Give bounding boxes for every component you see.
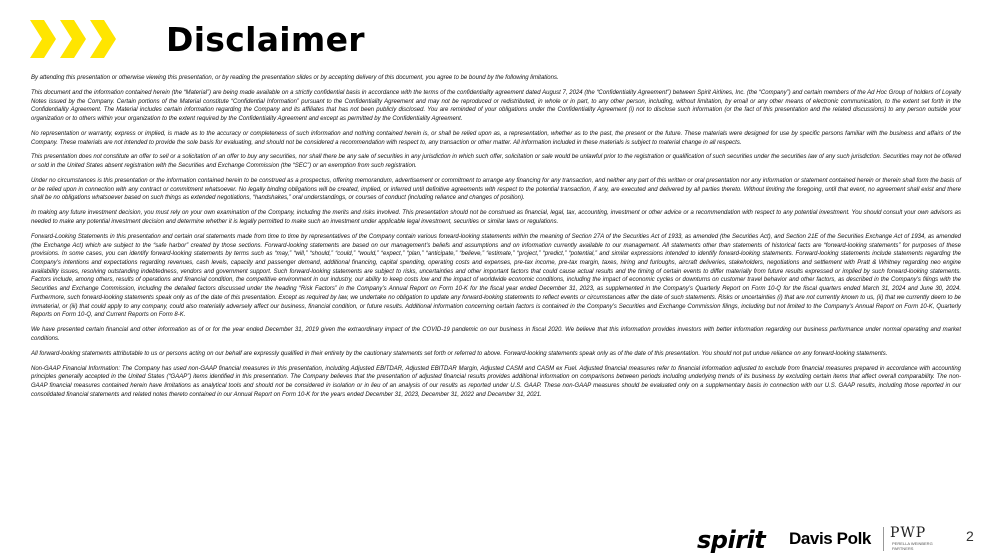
pwp-logo-subtitle: PERELLA WEINBERG PARTNERS [892,541,933,551]
paragraph-no-warranty: No representation or warranty, express or implied, is made as to the accuracy or completeness of such information and nothing contained herein is, or shall be relied upon as, a representation, whether as to the past, the present or the future. These materials were designed for use by specific persons familiar with the business and affairs of the Company. These materials are not intended to provide the sole basis for evaluating, and should not be considered a recommendation with respect to, any transaction or other matter. All information included in these materials is subject to material change in all respects. [31,130,961,146]
paragraph-forward-looking: Forward-Looking Statements in this presentation and certain oral statements made from time to time by representatives of the Company contain various forward-looking statements within the meaning of Section 27A of the Securities Act of 1933, as amended (the Securities Act), and Section 21E of the Securities Exchange Act of 1934, as amended (the Exchange Act) which are subject to the “safe harbor” created by those sections. Forward-looking statements are based on our management’s beliefs and assumptions and on information currently available to our management. All statements other than statements of historical facts are “forward-looking statements” for purposes of these provisions. In some cases, you can identify forward-looking statements by terms such as “may,” “will,” “should,” “could,” “would,” “expect,” “plan,” “anticipate,” “believe,” “estimate,” “project,” “predict,” “potential,” and similar expressions intended to identify forward-looking statements. Forward-looking statements include statements regarding the Company’s intentions and expectations regarding revenues, cash levels, capacity and passenger demand, additional financing, capital spending, operating costs and expenses, pre-tax income, pre-tax margin, taxes, hiring and furloughs, aircraft deliveries, stakeholders, negotiations and settlement with Pratt & Whitney regarding neo engine availability issues, resolving outstanding indebtedness, vendors and government support. Such forward-looking statements are subject to risks, uncertainties and other important factors that could cause actual results and the timing of certain events to differ materially from future results expressed or implied by such forward-looking statements. Factors include, among others, results of operations and financial condition, the competitive environment in our industry, our ability to keep costs low and the impact of worldwide economic conditions, including the impact of economic cycles or downturns on customer travel behavior and other factors, as described in the Company’s filings with the Securities and Exchange Commission, including the detailed factors discussed under the heading “Risk Factors” in the Company’s Annual Report on Form 10-K for the fiscal year ended December 31, 2023, as supplemented in the Company’s Quarterly Report on Form 10-Q for the fiscal quarters ended March 31, 2024 and June 30, 2024. Furthermore, such forward-looking statements speak only as of the date of this presentation. Except as required by law, we undertake no obligation to update any forward-looking statements to reflect events or circumstances after the date of such statements. Risks or uncertainties (i) that are not currently known to us, (ii) that we currently deem to be immaterial, or (iii) that could apply to any company, could also materially adversely affect our business, financial condition, or future results. Additional information concerning certain factors is contained in the Company’s Securities and Exchange Commission filings, including but not limited to the Company’s Annual Report on Form 10-K, Quarterly Reports on Form 10-Q, and Current Reports on Form 8-K. [31,233,961,319]
page-title: Disclaimer [166,20,365,59]
spirit-logo: spirit [697,526,766,554]
pwp-logo [890,525,942,553]
paragraph-investment-decision: In making any future investment decision, you must rely on your own examination of the Company, including the merits and risks involved. This presentation should not be construed as financial, legal, tax, accounting, investment or other advice or a recommendation with respect to any potential investment. You should consult your own advisors as needed to make any potential investment decision and determine whether it is legally permitted to make such an investment under applicable legal investment, securities or similar laws or regulations. [31,210,961,226]
chevron-right-icon [90,20,116,58]
chevron-right-icon [30,20,56,58]
paragraph-qualified-statements: All forward-looking statements attributable to us or persons acting on our behalf are expressly qualified in their entirety by the cautionary statements set forth or referred to above. Forward-looking statements speak only as of the date of this presentation. You should not put undue reliance on any forward-looking statements. [31,350,888,357]
paragraph-no-prospectus: Under no circumstances is this presentation or the information contained herein to be construed as a prospectus, offering memorandum, advertisement or commitment to arrange any financing for any transaction, and neither any part of this written or oral presentation nor any information or statement contained herein or therein shall form the basis of or be relied upon in connection with any contract or commitment whatsoever. No legally binding obligations will be created, implied, or inferred until definitive agreements with respect to the potential transaction, if any, are executed and delivered by all parties thereto. Without limiting the foregoing, until that event, no agreement shall exist and there shall be no obligations whatsoever based on such things as extended negotiations, “handshakes,” oral understandings, or courses of conduct (including reliance and changes of position). [31,178,961,202]
logo-divider [883,527,884,551]
paragraph-covid-info: We have presented certain financial and other information as of or for the year ended December 31, 2019 given the extraordinary impact of the COVID-19 pandemic on our business in fiscal 2020. We believe that this information provides investors with better information regarding our business performance under normal operating and market conditions. [31,327,961,342]
paragraph-confidentiality: This document and the information contained herein (the “Material”) are being made available on a strictly confidential basis in accordance with the terms of the confidentiality agreement dated August 7, 2024 (the “Confidentiality Agreement”) between Spirit Airlines, Inc. (the “Company”) and certain members of the Ad Hoc Group of holders of Loyalty Notes issued by the Company. Certain portions of the Material constitute “Confidential Information” pursuant to the Confidentiality Agreement and may not be reproduced or redistributed, in whole or in part, to any other person, including, without limitation, by email or any other means of electronic communication, to the extent set forth in the Confidentiality Agreement. The Material includes certain information regarding the Company and its affiliates that has not been publicly disclosed. You are reminded of your obligations under the Confidentiality Agreement (i) not to disclose such information (or the fact of this presentation and the related discussions) to any person outside your organization or to others within your organization to the extent required by the Confidentiality Agreement and except as permitted by the Confidentiality Agreement. [31,89,961,122]
paragraph-no-offer: This presentation does not constitute an offer to sell or a solicitation of an offer to buy any securities, nor shall there be any sale of securities in any jurisdiction in which such offer, solicitation or sale would be unlawful prior to the registration or qualification of such securities under the securities law of any such jurisdiction. Securities may not be offered or sold in the United States absent registration with the Securities and Exchange Commission (the “SEC”) or an exemption from such registration. [31,154,961,170]
paragraph-non-gaap: Non-GAAP Financial Information: The Company has used non-GAAP financial measures in this presentation, including Adjusted EBITDAR, Adjusted EBITDAR Margin, Adjusted CASM and CASM ex Fuel. Adjusted financial measures refer to financial information adjusted to exclude from financial measures prepared in accordance with accounting principles generally accepted in the United States (“GAAP”) items identified in this presentation. The Company believes that the presentation of adjusted financial results provides additional information on comparisons between periods including underlying trends of its business by excluding certain items that affect overall comparability. The non-GAAP financial measures contained herein have limitations as analytical tools and should not be considered in isolation or in lieu of an analysis of our results as reported under U.S. GAAP. These non-GAAP measures should be evaluated only on a supplementary basis in connection with our U.S. GAAP results, including those reported in our consolidated financial statements and related notes thereto contained in our Annual Report on Form 10-K for the years ended December 31, 2023, December 31, 2022 and December 31, 2021. [31,365,961,398]
page-number: 2 [966,528,974,544]
chevron-right-icon [60,20,86,58]
davis-polk-logo: Davis Polk [789,529,871,548]
pwp-logo-mark: PWP [890,525,927,541]
paragraph-agreement: By attending this presentation or otherwise viewing this presentation, or by reading the presentation slides or by accepting delivery of this document, you agree to be bound by the following limitations. [31,75,559,81]
chevron-arrows-icon [30,20,126,58]
disclaimer-body [31,74,961,406]
